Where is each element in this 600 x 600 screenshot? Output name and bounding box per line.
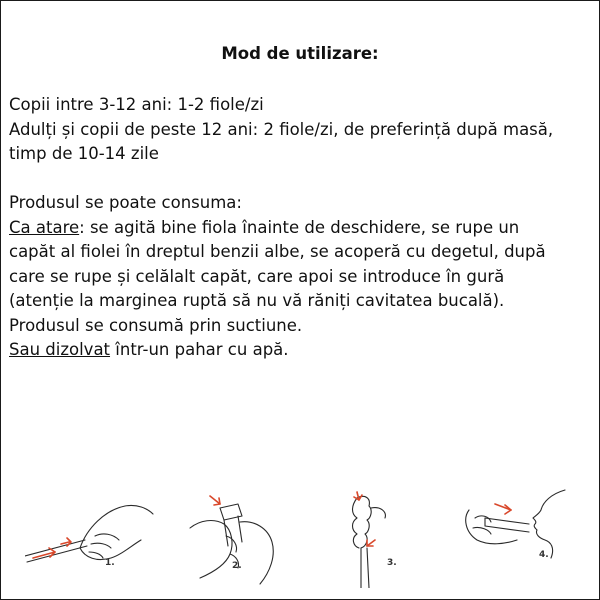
hand-covering-ampoule-icon xyxy=(335,488,415,588)
as-is-text-4: (atenție la marginea ruptă să nu vă răniți cavitatea bucală). xyxy=(9,291,505,310)
dosage-adults: Adulți și copii de peste 12 ani: 2 fiole/zi, de preferință după masă, xyxy=(9,119,554,139)
step-1 xyxy=(25,488,155,588)
paragraph-gap xyxy=(9,167,594,192)
hand-holding-ampoule-icon xyxy=(25,488,155,588)
dosage-duration: timp de 10-14 zile xyxy=(9,144,159,163)
usage-intro: Produsul se poate consuma: xyxy=(9,193,242,212)
drinking-ampoule-icon xyxy=(455,488,590,588)
step-1-number: 1. xyxy=(105,558,115,568)
as-is-text-2: capăt al fiolei în dreptul benzii albe, se acoperă cu degetul, după xyxy=(9,242,546,261)
page-title: Mod de utilizare: xyxy=(221,44,379,63)
step-2 xyxy=(180,488,290,588)
hands-breaking-ampoule-icon xyxy=(180,488,290,588)
step-4-number: 4. xyxy=(539,550,549,560)
step-2-number: 2. xyxy=(232,561,242,571)
dissolved-text: într-un pahar cu apă. xyxy=(110,340,289,359)
usage-as-is-line xyxy=(9,216,594,241)
step-3 xyxy=(335,488,415,588)
as-is-label: Ca atare xyxy=(9,217,80,237)
usage-dissolved-line xyxy=(9,338,594,363)
step-3-number: 3. xyxy=(387,558,397,568)
dosage-children: Copii intre 3-12 ani: 1-2 fiole/zi xyxy=(9,95,264,114)
as-is-text-1: : se agită bine fiola înainte de deschidere, se rupe un xyxy=(79,217,520,237)
usage-steps-illustration xyxy=(0,488,600,588)
dissolved-label: Sau dizolvat xyxy=(9,340,111,359)
step-4 xyxy=(455,488,590,588)
instructions-text xyxy=(9,93,594,363)
suction-line: Produsul se consumă prin suctiune. xyxy=(9,315,303,335)
as-is-text-3: care se rupe și celălalt capăt, care apoi se introduce în gură xyxy=(9,266,505,286)
